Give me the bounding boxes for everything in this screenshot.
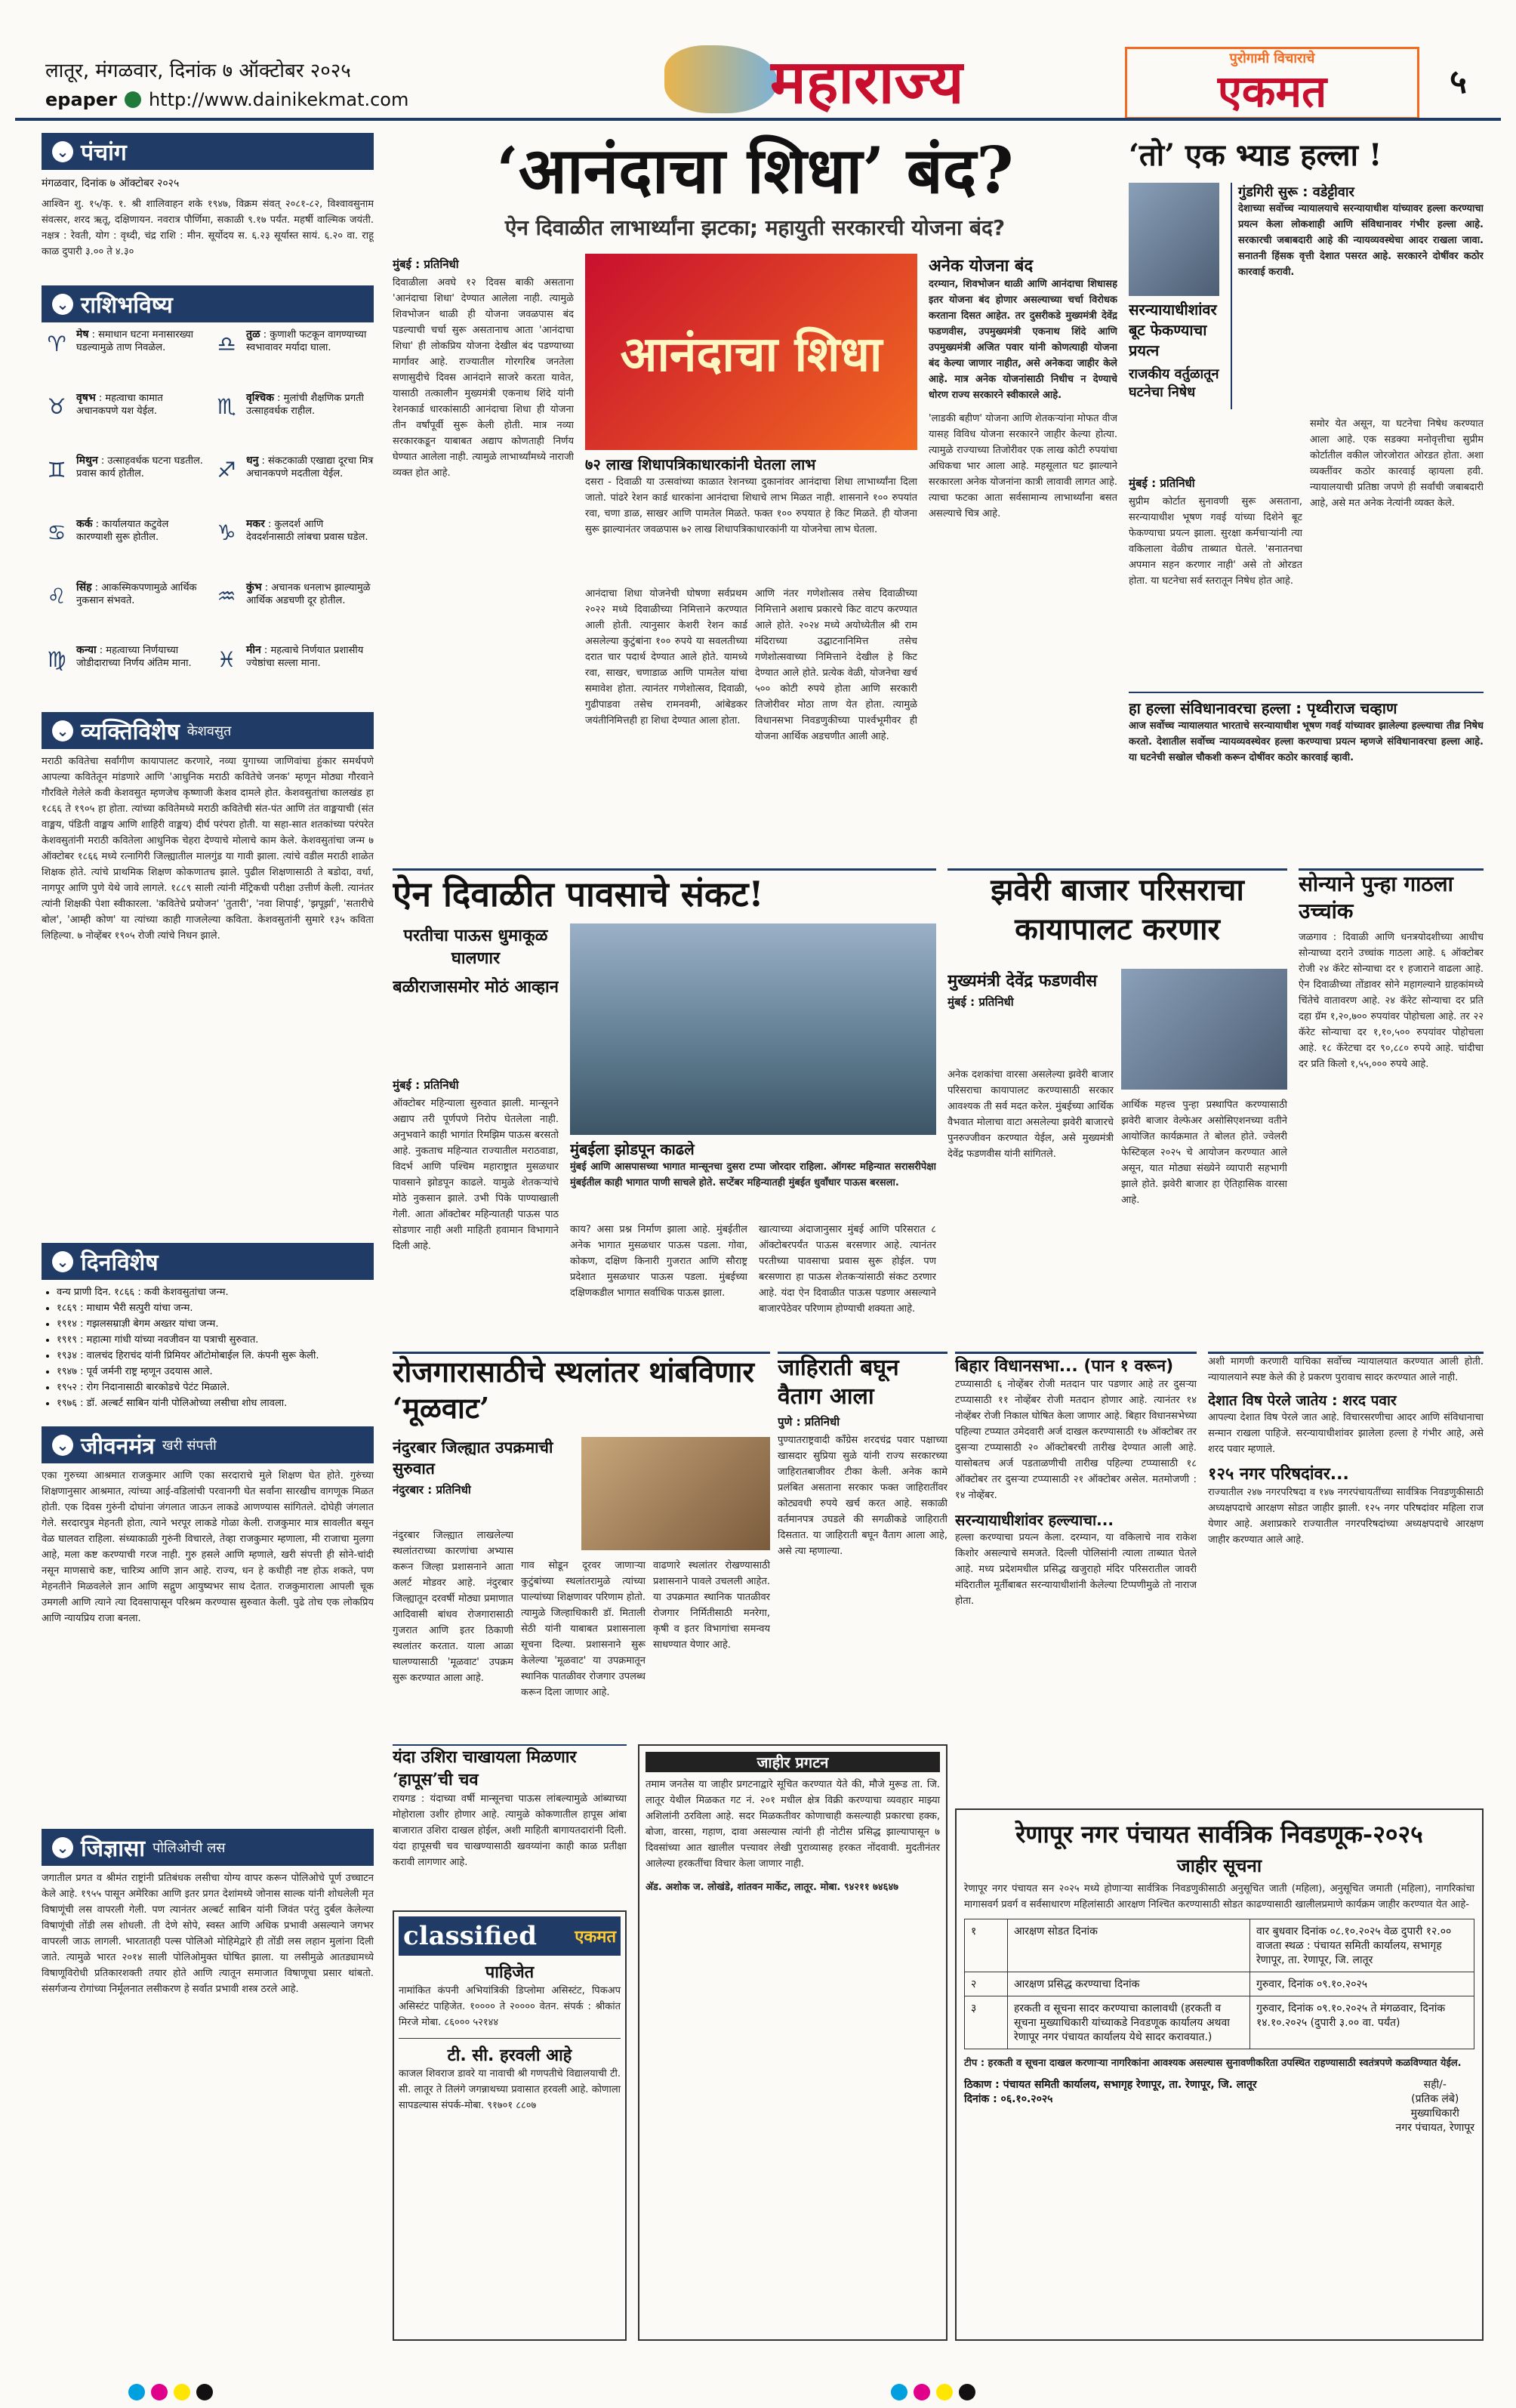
mulwat-col2 bbox=[521, 1558, 646, 1737]
byline: मुंबई : प्रतिनिधी bbox=[1129, 476, 1195, 490]
rain-col2-text: काय? असा प्रश्न निर्माण झाला आहे. मुंबईतील अनेक भागात मुसळधार पाऊस पडला. गोवा, कोकण, दक्षिण किनारी गुजरात आणि सौराष्ट्र प्रदेशात मुसळधार पाऊस पडला. मुंबईच्या दक्षिणकडील भागात सर्वाधिक पाऊस झाला. bbox=[570, 1224, 747, 1299]
rashi-item: ♋ कर्क : कार्यालयात कटुवेल कारण्याशी सुरू होतील. bbox=[42, 518, 204, 575]
mulwat-text3: वाढणारे स्थलांतर रोखण्यासाठी प्रशासनाने पावले उचलली आहेत. या उपक्रमात स्थानिक पातळीवर रोजगार निर्मितीसाठी मनरेगा, कृषी व इतर विभागांचा समन्वय साधण्यात येणार आहे. bbox=[653, 1560, 770, 1651]
bihar-headline: बिहार विधानसभा... (पान १ वरून) bbox=[955, 1357, 1174, 1376]
rain-col3-text: खात्याच्या अंदाजानुसार मुंबई आणि परिसरात ८ ऑक्टोबरपर्यंत पाऊस बरसणार आहे. त्यानंतर परतीच्या पावसाचा प्रवास सुरू होईल. पण बरसणारा हा पाऊस शेतकऱ्यांसाठी संकट ठरणार आहे. यंदा ऐन दिवाळीत पाऊस पडणार असल्याने बाजारपेठेवर परिणाम होण्याची शक्यता आहे. bbox=[759, 1224, 936, 1315]
yojana-text2: 'लाडकी बहीण' योजना आणि शेतकऱ्यांना मोफत वीज यासह विविध योजना सरकारने जाहीर केल्या होत्या. त्यामुळे राज्याच्या तिजोरीवर एक लाख कोटी रुपयांचा अधिकचा भार आला आहे. महसूलात घट झाल्याने सरकारला अनेक योजनांना कात्री लावावी लागत आहे. त्याचा फटका आता सर्वसामान्य लाभार्थ्यांना बसत असल्याचे चित्र आहे. bbox=[929, 413, 1117, 520]
list-item: • १८६९ : माधाम भैरी सत्पुरी यांचा जन्म. bbox=[57, 1300, 374, 1316]
list-item: • १९१९ : महात्मा गांधी यांच्या नवजीवन या पत्राची सुरुवात. bbox=[57, 1332, 374, 1348]
globe-icon bbox=[125, 91, 141, 108]
table-cell: १ bbox=[965, 1919, 1008, 1972]
rashi-item: ♍ कन्या : महत्वाच्या निर्णयाच्या जोडीदाराच्या निर्णय अंतिम माना. bbox=[42, 644, 204, 701]
bhyad-sub-head2: राजकीय वर्तुळातून घटनेचा निषेध bbox=[1129, 366, 1219, 400]
lead-col1-text: दिवाळीला अवघे १२ दिवस बाकी असताना 'आनंदाचा शिधा' देण्यात आलेला नाही. त्यामुळे शिवभोजन थाळी ही योजना जवळपास बंद पडल्याची चर्चा सुरू असतानाच आता 'आनंदाचा शिधा' ही लोकप्रिय योजना देखील बंद पडण्याच्या मार्गावर आहे. राज्यातील गोरगरिब जनतेला सणासुदीचे दिवस आनंदाने साजरे करता यावेत, यासाठी तत्कालीन मुख्यमंत्री एकनाथ शिंदे यांनी रेशनकार्ड धारकांसाठी आनंदाचा शिधा ही योजना तीन वर्षांपूर्वी सुरू केली होती. मात्र नव्या सरकारकडून याबाबत अद्याप कोणताही निर्णय घेण्यात आलेला नाही. त्यामुळे लाभार्थ्यांमध्ये नाराजी व्यक्त होत आहे. bbox=[393, 277, 574, 479]
section-title: महाराज्य bbox=[770, 46, 964, 117]
lead-col2 bbox=[585, 586, 747, 858]
rashi-name: मकर bbox=[246, 517, 265, 530]
bihar-text2: हल्ला करण्याचा प्रयत्न केला. दरम्यान, या वकिलाचे नाव राकेश किशोर असल्याचे समजते. दिल्ली पोलिसांनी त्याला ताब्यात घेतले आहे. मध्य प्रदेशमधील प्रसिद्ध खजुराहो मंदिर परिसरातील जावरी मंदिरातील मूर्तीबाबत सरन्यायाधीशांनी केलेल्या टिप्पणीमुळे तो नाराज होता. bbox=[955, 1532, 1197, 1607]
bhyad-col2 bbox=[1310, 416, 1484, 684]
bhyad-halla-story bbox=[1129, 133, 1484, 858]
rashi-grid bbox=[42, 328, 374, 706]
table-cell: आरक्षण सोडत दिनांक bbox=[1008, 1919, 1250, 1972]
rashi-name: धनु bbox=[246, 455, 259, 467]
rain-kicker2: बळीराजासमोर मोठं आव्हान bbox=[393, 978, 559, 997]
wadettiwar-box bbox=[1231, 183, 1484, 409]
mulwat-kicker: नंदुरबार जिल्ह्यात उपक्रमाची सुरुवात bbox=[393, 1438, 553, 1478]
sone-text: जळगाव : दिवाळी आणि धनत्रयोदशीच्या आधीच सोन्याच्या दराने उच्चांक गाठला आहे. ६ ऑक्टोबर रोजी २४ कॅरेट सोन्याचा दर १ हजाराने वाढला आहे. ऐन दिवाळीच्या तोंडावर सोने महागल्याने ग्राहकांमध्ये चिंतेचे वातावरण आहे. २४ कॅरेट सोन्याचा दर प्रति दहा ग्रॅम १,२०,७०० रुपयांवर पोहोचला आहे. तर २२ कॅरेट सोन्याचा दर १,१०,५०० रुपयांवर पोहोचला आहे. १८ कॅरेटचा दर ९०,८८० रुपये आहे. चांदीचा दर प्रति किलो १,५५,००० रुपये आहे. bbox=[1299, 932, 1484, 1070]
renapur-headline: रेणापूर नगर पंचायत सार्वत्रिक निवडणूक-२०२५ bbox=[1015, 1820, 1423, 1848]
jahir-pragatan-sign: अ‍ॅड. अशोक ज. लोखंडे, शांतवन मार्केट, लातूर. मोबा. ९४२११ ७४६४७ bbox=[646, 1882, 898, 1893]
sone-story bbox=[1299, 868, 1484, 1337]
renapur-table bbox=[964, 1919, 1474, 2049]
sharad-head2: १२५ नगर परिषदांवर... bbox=[1208, 1465, 1349, 1484]
rashi-name: मेष bbox=[76, 328, 89, 341]
rain-col1-text: ऑक्टोबर महिन्याला सुरुवात झाली. मान्सूनने अद्याप तरी पूर्णपणे निरोप घेतलेला नाही. अनुभवाने काही भागांत रिमझिम पाऊस बरसतो आहे. नुकताच महिन्यात राज्यातील मराठवाडा, विदर्भ आणि पश्चिम महाराष्ट्रात मुसळधार पावसाने झोडपून काढले. यामुळे शेतकऱ्यांचे मोठे नुकसान झाले. उभी पिके पाण्याखाली गेली. आता ऑक्टोबर महिन्यातही पाऊस पाठ सोडणार नाही अशी माहिती हवामान विभागाने दिली आहे. bbox=[393, 1098, 559, 1252]
rashi-text: उत्साहवर्धक घटना घडतील. प्रवास कार्य होतील. bbox=[76, 455, 203, 480]
lead-headline: ‘आनंदाचा शिधा’ बंद? bbox=[496, 133, 1014, 208]
registration-dot bbox=[959, 2384, 975, 2400]
rain-photo-text: मुंबई आणि आसपासच्या भागात मान्सूनचा दुसरा टप्पा जोरदार राहिला. ऑगस्ट महिन्यात सरासरीपेक्षा मुंबईतील काही भागात पाणी साचले होते. सप्टेंबर महिन्यातही मुंबईत धुवाँधार पाऊस बरसला. bbox=[570, 1161, 936, 1189]
rashi-text: महत्वाच्या निर्णयाच्या जोडीदाराच्या निर्णय अंतिम माना. bbox=[76, 645, 192, 670]
migrants-photo bbox=[581, 1437, 770, 1550]
vyakti-title: व्यक्तिविशेष bbox=[81, 719, 180, 745]
chevron-down-icon: ⌄ bbox=[52, 141, 73, 162]
rashi-text: संकटकाळी एखाद्या दूरचा मित्र अचानकपणे मदतीला येईल. bbox=[246, 455, 374, 480]
epaper-url[interactable]: http://www.dainikekmat.com bbox=[148, 89, 409, 110]
pahije-head: पाहिजेत bbox=[485, 1963, 535, 1982]
sharad-text: अशी मागणी करणारी याचिका सर्वोच्च न्यायालयात करण्यात आली होती. न्यायालयाने स्पष्ट केले की हे प्रकरण पुरावाच सादर करण्यात आले नाही. bbox=[1208, 1356, 1484, 1383]
rashi-name: सिंह bbox=[76, 581, 92, 594]
sharad-head: देशात विष पेरले जातेय : शरद पवार bbox=[1208, 1392, 1397, 1409]
ad2-head: टी. सी. हरवली आहे bbox=[399, 2038, 621, 2066]
rain-col2 bbox=[570, 1222, 747, 1337]
rashi-name: तुळ bbox=[246, 328, 260, 341]
mulwat-text1: नंदुरबार जिल्ह्यात लाखलेल्या स्थलांतराच्या कारणांचा अभ्यास करून जिल्हा प्रशासनाने आता अलर्ट मोडवर आहे. नंदुरबार जिल्ह्यातून दरवर्षी मोठ्या प्रमाणात आदिवासी बांधव रोजगारासाठी गुजरात आणि इतर ठिकाणी स्थलांतर करतात. याला आळा घालण्यासाठी 'मूळवाट' उपक्रम सुरू करण्यात आला आहे. bbox=[393, 1530, 513, 1684]
yojana-head: अनेक योजना बंद bbox=[929, 257, 1034, 276]
rashi-text: कार्यालयात कटुवेल कारण्याशी सुरू होतील. bbox=[76, 518, 169, 543]
rashi-name: वृषभ bbox=[76, 391, 96, 404]
rashi-text: समाधान घटना मनासारख्या घडल्यामुळे ताण निवळेल. bbox=[76, 329, 194, 353]
rashi-name: वृश्चिक bbox=[246, 391, 275, 404]
panchang-text: आश्विन शु. १५/कृ. १. श्री शालिवाहन शके १९४७, विक्रम संवत् २०८१-८२, विश्वावसुनाम संवत्सर, शरद ऋतू, दक्षिणायन. नवरात्र पौर्णिमा, सकाळी ९.१७ पर्यंत. महर्षी वाल्मिक जयंती. नक्षत्र : रेवती, योग : वृध्दी, चंद्र राशि : मीन. सूर्योदय स. ६.२३ सूर्यास्त सायं. ६.२० वा. राहू काळ दुपारी ३.०० ते ४.३० bbox=[42, 199, 374, 257]
sharad-text3: राज्यातील २४७ नगरपरिषदा व १४७ नगरपंचायतींच्या सार्वत्रिक निवडणुकीसाठी अध्यक्षपदाचे आरक्षण सोडत जाहीर झाली. १२५ नगर परिषदांवर महिला राज येणार आहे. अशाप्रकारे राज्यातील नगरपरिषदांच्या अध्यक्षपदाचे आरक्षण जाहीर करण्यात आले आहे. bbox=[1208, 1487, 1484, 1546]
renapur-sign3: मुख्याधिकारी bbox=[1410, 2107, 1459, 2120]
dinvishesh-list bbox=[42, 1284, 374, 1420]
lead-story bbox=[393, 133, 1117, 858]
lead-col1 bbox=[393, 254, 574, 858]
jeevanmantra-sub: खरी संपत्ती bbox=[162, 1437, 217, 1454]
rain-headline: ऐन दिवाळीत पावसाचे संकट! bbox=[393, 874, 764, 914]
jahir-pragatan bbox=[638, 1744, 948, 2341]
scorpio-icon: ♏ bbox=[217, 394, 236, 420]
rashi-item: ♌ सिंह : आकस्मिकपणामुळे आर्थिक नुकसान संभवते. bbox=[42, 581, 204, 639]
table-cell: हरकती व सूचना सादर करण्याचा कालावधी (हरकती व सूचना मुख्याधिकारी यांच्याकडे निवडणूक कार्यालय अथवा रेणापूर नगर पंचायत कार्यालय येथे सादर करावयात.) bbox=[1008, 1996, 1250, 2049]
zaveri-kicker: मुख्यमंत्री देवेंद्र फडणवीस bbox=[948, 972, 1098, 991]
chevron-down-icon: ⌄ bbox=[52, 1435, 73, 1456]
rashi-text: महत्वाचे निर्णयात प्रशासीय ज्येष्ठांचा सल्ला माना. bbox=[246, 645, 364, 670]
ad2-text: काजल शिवराज डावरे या नावाची श्री गणपतीचे विद्यालयाची टी. सी. लातूर ते तिलंगे जगन्नाथच्या प्रवासात हरवली आहे. कोणाला सापडल्यास संपर्क-मोबा. ९१७०१ ८८०७ bbox=[399, 2068, 621, 2111]
brand-box bbox=[1125, 47, 1419, 119]
renapur-sign4: नगर पंचायत, रेणापूर bbox=[1395, 2122, 1474, 2134]
chavan-text: आज सर्वोच्च न्यायालयात भारताचे सरन्यायाधीश भूषण गवई यांच्यावर झालेल्या हल्ल्याचा तीव्र निषेध करतो. देशातील सर्वोच्च न्यायव्यवस्थेवर हल्ला करण्याचा प्रयत्न म्हणजे संविधानावरचा हल्ला आहे. या घटनेची सखोल चौकशी करून दोषींवर कठोर कारवाई व्हावी. bbox=[1129, 720, 1484, 763]
vyakti-sub: केशवसुत bbox=[186, 723, 232, 739]
table-cell: आरक्षण प्रसिद्ध करण्याचा दिनांक bbox=[1008, 1972, 1250, 1996]
list-item: • १९३४ : वालचंद हिराचंद यांनी प्रिमियर ऑटोमोबाईल लि. कंपनी सुरू केली. bbox=[57, 1348, 374, 1364]
jeevanmantra-title: जीवनमंत्र bbox=[81, 1433, 155, 1460]
rashi-text: आकस्मिकपणामुळे आर्थिक नुकसान संभवते. bbox=[76, 581, 197, 606]
taurus-icon: ♉ bbox=[47, 394, 66, 420]
mulwat-headline: रोजगारासाठीचे स्थलांतर थांबविणार ‘मूळवाट’ bbox=[393, 1355, 755, 1425]
hapus-text: रायगड : यंदाच्या वर्षी मान्सूनचा पाऊस लांबल्यामुळे आंब्याच्या मोहोराला उशीर होणार आहे. त्यामुळे कोकणातील हापूस आंबा बाजारात उशिरा दाखल होईल, अशी माहिती बागायतदारांनी दिली. यंदा हापूसची चव चाखण्यासाठी खवय्यांना काही काळ प्रतीक्षा करावी लागणार आहे. bbox=[393, 1793, 627, 1868]
bhyad-subhead-box bbox=[1129, 299, 1227, 465]
rashi-name: कन्या bbox=[76, 644, 97, 657]
panchang-date: मंगळवार, दिनांक ७ ऑक्टोबर २०२५ bbox=[42, 177, 180, 190]
list-item: • १९५२ : रोग निदानासाठी बारकोडचे पेटंट मिळाले. bbox=[57, 1380, 374, 1395]
table-row bbox=[965, 1996, 1474, 2049]
sagittarius-icon: ♐ bbox=[217, 457, 236, 483]
left-column bbox=[42, 133, 374, 2391]
cji-photo bbox=[1129, 183, 1219, 296]
byline: पुणे : प्रतिनिधी bbox=[778, 1415, 840, 1429]
byline: मुंबई : प्रतिनिधी bbox=[948, 995, 1014, 1009]
capricorn-icon: ♑ bbox=[217, 520, 236, 546]
zaveri-story bbox=[948, 868, 1287, 1337]
aquarius-icon: ♒ bbox=[217, 584, 236, 609]
chevron-down-icon: ⌄ bbox=[52, 720, 73, 742]
byline: नंदुरबार : प्रतिनिधी bbox=[393, 1483, 471, 1497]
lead-col3 bbox=[755, 586, 917, 858]
bhyad-col1 bbox=[1129, 473, 1302, 684]
bhyad-text2: समोर येत असून, या घटनेचा निषेध करण्यात आला आहे. एक सडक्या मनोवृत्तीचा सुप्रीम कोर्टातील वकील जोरजोरात ओरडत होता. अशा व्यक्तींवर कठोर कारवाई व्हायला हवी. न्यायालयाची प्रतिष्ठा जपणे ही सर्वांची जबाबदारी आहे, असे मत अनेक नेत्यांनी व्यक्त केले. bbox=[1310, 418, 1484, 509]
zaveri-col2 bbox=[1121, 1097, 1287, 1337]
section-map-graphic bbox=[664, 45, 778, 113]
table-cell: गुरुवार, दिनांक ०९.१०.२०२५ ते मंगळवार, दिनांक १४.१०.२०२५ (दुपारी ३.०० वा. पर्यंत) bbox=[1250, 1996, 1474, 2049]
libra-icon: ♎ bbox=[217, 331, 236, 356]
table-cell: वार बुधवार दिनांक ०८.१०.२०२५ वेळ दुपारी १२.०० वाजता स्थळ : पंचायत समिती कार्यालय, सभागृह रेणापूर, ता. रेणापूर, जि. लातूर bbox=[1250, 1919, 1474, 1972]
leo-icon: ♌ bbox=[47, 584, 66, 609]
lead-col2-text: आनंदाचा शिधा योजनेची घोषणा सर्वप्रथम २०२२ मध्ये दिवाळीच्या निमित्ताने करण्यात आली होती. त्यानुसार केशरी रेशन कार्ड असलेल्या कुटुंबांना १०० रुपये या सवलतीच्या दरात चार पदार्थ देण्यात आले होते. यामध्ये रवा, साखर, चणाडाळ आणि पामतेल यांचा समावेश होता. त्यानंतर गणेशोत्सव, दिवाळी, गुढीपाडवा तसेच रामनवमी, आंबेडकर जयंतीनिमित्तही हा शिधा देण्यात आला होता. bbox=[585, 588, 747, 726]
vyakti-header bbox=[42, 712, 374, 749]
rain-photo-caption: मुंबईला झोडपून काढले bbox=[570, 1140, 695, 1158]
rashi-item: ♒ कुंभ : अचानक धनलाभ झाल्यामुळे आर्थिक अडचणी दूर होतील. bbox=[211, 581, 374, 639]
renapur-notice bbox=[955, 1808, 1484, 2341]
zaveri-headline: झवेरी बाजार परिसराचा कायापालट करणार bbox=[991, 872, 1244, 947]
lead-subhead: ऐन दिवाळीत लाभार्थ्यांना झटका; महायुती सरकारची योजना बंद? bbox=[504, 215, 1006, 240]
table-row bbox=[965, 1972, 1474, 1996]
rashi-text: कुलदर्श आणि देवदर्शनासाठी लांबचा प्रवास घडेल. bbox=[246, 518, 368, 543]
renapur-intro: रेणापूर नगर पंचायत सन २०२५ मध्ये होणाऱ्या सार्वत्रिक निवडणुकीसाठी अनुसूचित जाती (महिला), अनुसूचित जमाती (महिला), नागरिकांचा मागासवर्ग प्रवर्ग व सर्वसाधारण महिलांसाठी आरक्षण निश्चित करण्यासाठी सोडत काढण्यासाठी खालीलप्रमाणे कार्यक्रम जाहीर करण्यात येत आहे- bbox=[964, 1883, 1474, 1910]
chevron-down-icon: ⌄ bbox=[52, 1251, 73, 1272]
rashi-item: ♑ मकर : कुलदर्श आणि देवदर्शनासाठी लांबचा प्रवास घडेल. bbox=[211, 518, 374, 575]
rashi-name: मिथुन bbox=[76, 455, 98, 467]
aries-icon: ♈ bbox=[47, 331, 66, 356]
renapur-footer bbox=[964, 2077, 1474, 2135]
bhyad-text1: सुप्रीम कोर्टात सुनावणी सुरू असताना, सरन्यायाधीश भूषण गवई यांच्या दिशेने बूट फेकण्याचा प्रयत्न झाला. सुरक्षा कर्मचाऱ्यांनी त्या वकिलाला वेळीच ताब्यात घेतले. 'सनातनचा अपमान सहन करणार नाही' असे तो ओरडत होता. या घटनेचा सर्व स्तरातून निषेध होत आहे. bbox=[1129, 496, 1302, 587]
classified-label: classified bbox=[403, 1921, 537, 1951]
chavan-head: हा हल्ला संविधानावरचा हल्ला : पृथ्वीराज चव्हाण bbox=[1129, 699, 1397, 717]
rashi-title: राशिभविष्य bbox=[81, 292, 173, 319]
classified-section bbox=[393, 1910, 627, 2341]
bihar-text: टप्प्यासाठी ६ नोव्हेंबर रोजी मतदान पार पडणार आहे तर दुसऱ्या टप्प्यासाठी ११ नोव्हेंबर रोजी मतदान होणार आहे. त्यानंतर १४ नोव्हेंबर रोजी निकाल घोषित केला जाणार आहे. बिहार विधानसभेच्या पहिल्या टप्प्यात उमेदवारी अर्ज दाखल करण्यासाठी १७ ऑक्टोबर तर दुसऱ्या टप्प्यासाठी २० ऑक्टोबरची तारीख देण्यात आली आहे. यासोबतच अर्ज पडताळणीची तारीख पहिल्या टप्प्यासाठी १८ ऑक्टोबर तर दुसऱ्या टप्प्यासाठी २१ ऑक्टोबर असेल. मतमोजणी : १४ नोव्हेंबर. bbox=[955, 1379, 1197, 1501]
byline: मुंबई : प्रतिनिधी bbox=[393, 257, 459, 271]
zaveri-text2: आर्थिक महत्त्व पुन्हा प्रस्थापित करण्यासाठी झवेरी बाजार वेल्फेअर असोसिएशनच्या वतीने आयोजित कार्यक्रमात ते बोलत होते. ज्वेलरी फेस्टिव्हल २०२५ चे आयोजन करण्यात आले असून, यात मोठ्या संख्येने व्यापारी सहभागी झाले होते. झवेरी बाजार हा ऐतिहासिक वारसा आहे. bbox=[1121, 1099, 1287, 1206]
rain-photo-box bbox=[570, 1139, 936, 1218]
virgo-icon: ♍ bbox=[47, 646, 66, 672]
rain-col1 bbox=[393, 1075, 559, 1337]
mulwat-col1 bbox=[393, 1528, 513, 1737]
jigyasa-header bbox=[42, 1829, 374, 1866]
mulwat-text2: गाव सोडून दूरवर जाणाऱ्या कुटुंबांच्या स्थलांतरामुळे त्यांच्या पाल्यांच्या शिक्षणावर परिणाम होतो. त्यामुळे जिल्हाधिकारी डॉ. मिताली सेठी यांनी याबाबत प्रशासनाला सूचना दिल्या. प्रशासनाने सुरू केलेल्या 'मूळवाट' या उपक्रमातून स्थानिक पातळीवर रोजगार उपलब्ध करून दिला जाणार आहे. bbox=[521, 1560, 646, 1698]
rashi-item: ♉ वृषभ : महत्वाचा कामात अचानकपणे यश येईल. bbox=[42, 392, 204, 449]
hapus-headline: यंदा उशिरा चाखायला मिळणार ‘हापूस’ची चव bbox=[393, 1747, 577, 1790]
epaper-label: epaper bbox=[45, 89, 117, 110]
chevron-down-icon: ⌄ bbox=[52, 1837, 73, 1858]
graphic-caption: आनंदाचा शिधा bbox=[620, 325, 883, 383]
cancer-icon: ♋ bbox=[47, 520, 66, 546]
wadettiwar-head: गुंडगिरी सुरू : वडेट्टीवार bbox=[1238, 184, 1354, 200]
registration-dot bbox=[891, 2384, 907, 2400]
list-item: • वन्य प्राणी दिन. १८६६ : कवी केशवसुतांचा जन्म. bbox=[57, 1284, 374, 1300]
renapur-date: दिनांक : ०६.१०.२०२५ bbox=[964, 2093, 1053, 2105]
jahirati-text: पुण्यातराष्ट्रवादी काँग्रेस शरदचंद्र पवार पक्षाच्या खासदार सुप्रिया सुळे यांनी राज्य सरकारच्या जाहिरातबाजीवर टीका केली. अनेक कामे प्रलंबित असताना सरकार फक्त जाहिरातींवर कोट्यवधी रुपये खर्च करत आहे. सकाळी वर्तमानपत्र उघडले की सगळीकडे जाहिराती दिसतात. या जाहिराती बघून वैताग आला आहे, असे त्या म्हणाल्या. bbox=[778, 1435, 948, 1557]
registration-dot bbox=[151, 2384, 168, 2400]
registration-dot bbox=[196, 2384, 213, 2400]
jigyasa-title: जिज्ञासा bbox=[81, 1836, 146, 1862]
flood-photo bbox=[570, 923, 936, 1135]
rashi-name: कुंभ bbox=[246, 581, 262, 594]
jahir-pragatan-title: जाहीर प्रगटन bbox=[646, 1752, 940, 1772]
list-item: • १९७६ : डॉ. अल्बर्ट साबिन यांनी पोलिओच्या लसीचा शोध लावला. bbox=[57, 1395, 374, 1411]
ration-box bbox=[585, 454, 917, 582]
rashi-header bbox=[42, 285, 374, 322]
rashi-name: मीन bbox=[246, 644, 261, 657]
masthead-rule bbox=[15, 118, 1501, 121]
registration-dot bbox=[914, 2384, 930, 2400]
table-row bbox=[965, 1919, 1474, 1972]
vyakti-text: मराठी कवितेचा सर्वांगीण कायापालट करणारे, नव्या युगाच्या जाणिवांचा हुंकार समर्थपणे आपल्या कवितेतून मांडणारे आणि 'आधुनिक मराठी कवितेचे जनक' म्हणून मोठ्या गौरवाने गौरविले गेलेले कवी केशवसुत म्हणजेच कृष्णाजी केशव दामले होत. केशवसुतांचा कालखंड हा १८६६ ते १९०५ हा होता. त्यांच्या कवितेमध्ये मराठी कवितेची संत-पंत आणि तंत वाङ्मयाची (संत वाङ्मय, पंडिती वाङ्मय आणि शाहिरी वाङ्मय) दीर्घ परंपरा होती. या सहा-सात शतकांच्या परंपरेत केशवसुतांनी मराठी कवितेला आधुनिक चेहरा देण्याचे मोलाचे काम केले. केशवसुतांचा जन्म ७ ऑक्टोबर १८६६ मध्ये रत्नागिरी जिल्ह्यातील मालगुंड या गावी झाला. त्यांचे वडील मराठी शाळेत शिक्षक होते. त्यांचे प्राथमिक शिक्षण कोकणातच झाले. पुढील शिक्षणासाठी ते बडोदा, वर्धा, नागपूर आणि पुणे येथे जावे लागले. १८८९ साली त्यांनी मॅट्रिकची परीक्षा उत्तीर्ण केली. त्यानंतर त्यांनी शिक्षकी पेशा स्वीकारला. 'कवितेचे प्रयोजन' 'तुतारी', 'नवा शिपाई', 'झपूर्झा', 'सतारीचे बोल', 'आम्ही कोण' या त्यांच्या काही गाजलेल्या कविता. केशवसुतांनी सुमारे १३५ कविता लिहिल्या. ७ नोव्हेंबर १९०५ रोजी त्यांचे निधन झाले. bbox=[42, 756, 374, 942]
fadnavis-photo bbox=[1121, 969, 1287, 1090]
renapur-note: टीप : हरकती व सूचना दाखल करणाऱ्या नागरिकांना आवश्यक असल्यास सुनावणीकरिता उपस्थित राहण्यासाठी स्वतंत्रपणे कळविण्यात येईल. bbox=[964, 2058, 1462, 2069]
jahirati-headline: जाहिराती बघून वैताग आला bbox=[778, 1355, 899, 1410]
classified-brand: एकमत bbox=[575, 1928, 616, 1947]
masthead bbox=[0, 0, 1516, 121]
jigyasa-sub: पोलिओची लस bbox=[153, 1839, 226, 1856]
rashi-item: ♈ मेष : समाधान घटना मनासारख्या घडल्यामुळे ताण निवळेल. bbox=[42, 328, 204, 386]
rashi-text: महत्वाचा कामात अचानकपणे यश येईल. bbox=[76, 392, 163, 417]
anandacha-shidha-graphic bbox=[585, 254, 917, 450]
mulwat-col3 bbox=[653, 1558, 770, 1737]
list-item: • १९१४ : गझलसम्राज्ञी बेगम अख्तर यांचा जन्म. bbox=[57, 1316, 374, 1332]
rashi-item: ♏ वृश्चिक : मुलांची शैक्षणिक प्रगती उत्साहवर्धक राहील. bbox=[211, 392, 374, 449]
classified-banner bbox=[399, 1916, 621, 1956]
gemini-icon: ♊ bbox=[47, 457, 66, 483]
renapur-place: ठिकाण : पंचायत समिती कार्यालय, सभागृह रेणापूर, ता. रेणापूर, जि. लातूर bbox=[964, 2079, 1257, 2091]
rain-col3 bbox=[759, 1222, 936, 1337]
ration-text: दसरा - दिवाळी या उत्सवांच्या काळात रेशनच्या दुकानांवर आनंदाचा शिधा लाभार्थ्यांना दिला जातो. पांढरे रेशन कार्ड धारकांना आनंदाचा शिधाचे लाभ मिळत नाही. शासनाने १०० रुपयांत रवा, चणा डाळ, साखर आणि पामतेल मिळते. फक्त १०० रुपयात हे किट मिळते. ही योजना सुरू झाल्यानंतर जवळपास ७२ लाख शिधापत्रिकाधारकांनी या योजनेचा लाभ घेतला. bbox=[585, 476, 917, 535]
registration-dot bbox=[128, 2384, 145, 2400]
ration-head: ७२ लाख शिधापत्रिकाधारकांनी घेतला लाभ bbox=[585, 455, 816, 473]
chavan-box bbox=[1129, 692, 1484, 858]
renapur-subhead: जाहीर सूचना bbox=[1176, 1855, 1262, 1876]
rashi-item: ♐ धनु : संकटकाळी एखाद्या दूरचा मित्र अचानकपणे मदतीला येईल. bbox=[211, 455, 374, 512]
chevron-down-icon: ⌄ bbox=[52, 294, 73, 315]
epaper-line[interactable] bbox=[45, 89, 408, 110]
zaveri-col1 bbox=[948, 1067, 1114, 1337]
rashi-item: ♓ मीन : महत्वाचे निर्णयात प्रशासीय ज्येष्ठांचा सल्ला माना. bbox=[211, 644, 374, 701]
registration-dot bbox=[174, 2384, 190, 2400]
renapur-sign1: सही/- bbox=[1423, 2079, 1447, 2091]
table-cell: ३ bbox=[965, 1996, 1008, 2049]
table-cell: २ bbox=[965, 1972, 1008, 1996]
jeevanmantra-text: एका गुरुच्या आश्रमात राजकुमार आणि एका सरदाराचे मुले शिक्षण घेत होते. गुरुंच्या शिक्षणानुसार आश्रमात, त्यांच्या आई-वडिलांची परवानगी घेत सर्वांना सारखीच वागणूक मिळत होती. एक दिवस गुरुंनी दोघांना जंगलात जाऊन लाकडे आणण्यास सांगितले. दोघेही जंगलात गेले. सरदारपुत्र मेहनती होता, त्याने भरपूर लाकडे गोळा केली. राजकुमार मात्र सावलीत बसून वेळ घालवत राहिला. संध्याकाळी गुरुंनी विचारले, तेव्हा राजकुमार म्हणाला, मी राजाचा मुलगा आहे, मला कष्ट करण्याची गरज नाही. गुरु हसले आणि म्हणाले, खरी संपत्ती ही सोने-चांदी नसून माणसाचे कष्ट, चारित्र्य आणि ज्ञान आहे. राज्य, धन हे कधीही नष्ट होऊ शकते, पण मेहनतीने मिळवलेले ज्ञान आणि सद्गुण आयुष्यभर साथ देतात. राजकुमाराला आपली चूक उमगली आणि त्याने त्या दिवसापासून परिश्रम करण्यास सुरुवात केली. पुढे तोच एक लोकप्रिय आणि न्यायप्रिय राजा बनला. bbox=[42, 1470, 374, 1624]
paper-name: एकमत bbox=[1217, 66, 1327, 117]
date-line: लातूर, मंगळवार, दिनांक ७ ऑक्टोबर २०२५ bbox=[45, 60, 351, 82]
jahirati-story bbox=[778, 1352, 948, 1737]
page-number: ५ bbox=[1450, 63, 1467, 101]
mulwat-kicker-box bbox=[393, 1437, 574, 1520]
rain-story bbox=[393, 868, 936, 1337]
rain-kicker-box bbox=[393, 923, 559, 1075]
bihar-story bbox=[955, 1352, 1197, 1797]
panchang-header bbox=[42, 133, 374, 170]
bhyad-headline: ‘तो’ एक भ्याड हल्ला ! bbox=[1129, 137, 1382, 173]
jahir-pragatan-text: तमाम जनतेस या जाहीर प्रगटनाद्वारे सूचित करण्यात येते की, मौजे मुरूड ता. जि. लातूर येथील मिळकत गट नं. २०१ मधील क्षेत्र विक्री करण्याचा व्यवहार माझ्या अशिलांनी ठरविला आहे. सदर मिळकतीवर कोणाचाही कसल्याही प्रकारचा हक्क, बोजा, वारसा, गहाण, दावा असल्यास त्यांनी ही नोटीस प्रसिद्ध झाल्यापासून ७ दिवसांच्या आत खालील पत्त्यावर लेखी पुराव्यासह हरकत नोंदवावी. मुदतीनंतर आलेल्या हरकतींचा विचार केला जाणार नाही. bbox=[646, 1779, 940, 1870]
rashi-text: मुलांची शैक्षणिक प्रगती उत्साहवर्धक राहील. bbox=[246, 392, 364, 417]
wadettiwar-text: देशाच्या सर्वोच्च न्यायालयाचे सरन्यायाधीश यांच्यावर हल्ला करण्याचा प्रयत्न केला लोकशाही आणि संविधानावर गंभीर हल्ला आहे. सरकारची जबाबदारी आहे की न्यायव्यवस्थेचा आदर राखला जावा. सनातनी हिंसक वृत्ती देशात पसरत आहे. सरकारने दोषींवर कठोर कारवाई करावी. bbox=[1238, 203, 1484, 278]
yojana-text: दरम्यान, शिवभोजन थाळी आणि आनंदाचा शिधासह इतर योजना बंद होणार असल्याच्या चर्चा विरोधक करताना दिसत आहेत. तर दुसरीकडे मुख्यमंत्री देवेंद्र फडणवीस, उपमुख्यमंत्री एकनाथ शिंदे आणि उपमुख्यमंत्री अजित पवार यांनी कोणत्याही योजना बंद केल्या जाणार नाहीत, असे अनेकदा जाहीर केले आहे. मात्र अनेक योजनांसाठी निधीच न देण्याचे धोरण राज्य सरकारने स्वीकारले आहे. bbox=[929, 279, 1117, 401]
hapus-story bbox=[393, 1744, 627, 1903]
jigyasa-text: जगातील प्रगत व श्रीमंत राष्ट्रांनी प्रतिबंधक लसीचा योग्य वापर करून पोलिओचे पूर्ण उच्चाटन केले आहे. १९५५ पासून अमेरिका आणि इतर प्रगत देशांमध्ये जोनास साल्क यांनी शोधलेली मृत विषाणूंची लस वापरली गेली. पण त्यानंतर अल्बर्ट साबिन यांनी जिवंत परंतु दुर्बल केलेल्या विषाणूंची तोंडी लस शोधली. ती देणे सोपे, स्वस्त आणि अधिक प्रभावी असल्याने जगभर वापरली जाऊ लागली. भारतातही पल्स पोलिओ मोहिमेद्वारे ही तोंडी लस लहान मुलांना दिली जाते. त्यामुळे भारत २०१४ साली पोलिओमुक्त घोषित झाला. या लसीमुळे आतड्यामध्ये विषाणूविरोधी प्रतिकारशक्ती तयार होते आणि त्यातून समाजात विषाणूचा प्रसार थांबतो. संसर्गजन्य रोगांच्या निर्मूलनात लसीकरण हे सर्वात प्रभावी शस्त्र ठरले आहे. bbox=[42, 1873, 374, 1995]
dinvishesh-title: दिनविशेष bbox=[81, 1250, 159, 1276]
renapur-sign2: (प्रतिक लंबे) bbox=[1411, 2093, 1459, 2105]
sharad-text2: आपल्या देशात विष पेरले जात आहे. विचारसरणीचा आदर आणि संविधानाचा सन्मान राखला पाहिजे. सरन्यायाधीशांवर झालेला हल्ला हे गंभीर आहे, असे शरद पवार म्हणाले. bbox=[1208, 1412, 1484, 1455]
yojana-box bbox=[929, 254, 1117, 858]
sone-headline: सोन्याने पुन्हा गाठला उच्चांक bbox=[1299, 871, 1453, 923]
bihar-head2: सरन्यायाधीशांवर हल्ल्याचा... bbox=[955, 1511, 1114, 1529]
tagline: पुरोगामी विचाराचे bbox=[1229, 51, 1315, 66]
lead-col3-text: आणि नंतर गणेशोत्सव तसेच दिवाळीच्या निमित्ताने अशाच प्रकारचे किट वाटप करण्यात आले होते. २०२४ मध्ये अयोध्येतील श्री राम मंदिराच्या उद्घाटनानिमित्त तसेच गणेशोत्सवाच्या निमित्ताने देखील हे किट देण्यात आले होते. प्रत्येक वेळी, योजनेचा खर्च ५०० कोटी रुपये होता आणि सरकारी तिजोरीवर मोठा ताण येत होता. त्यामुळे विधानसभा निवडणुकीच्या पार्श्वभूमीवर ही योजना आर्थिक अडचणीत आली आहे. bbox=[755, 588, 917, 742]
rashi-item: ♊ मिथुन : उत्साहवर्धक घटना घडतील. प्रवास कार्य होतील. bbox=[42, 455, 204, 512]
rashi-item: ♎ तुळ : कुणाशी फटकून वागण्याच्या स्वभावावर मर्यादा घाला. bbox=[211, 328, 374, 386]
list-item: • १९४७ : पूर्व जर्मनी राष्ट्र म्हणून उदयास आले. bbox=[57, 1364, 374, 1380]
registration-dot bbox=[936, 2384, 953, 2400]
rain-kicker1: परतीचा पाऊस धुमाकूळ घालणार bbox=[403, 927, 548, 968]
mulwat-story bbox=[393, 1352, 770, 1737]
pahije-text: नामांकित कंपनी अभियांत्रिकी डिप्लोमा असिस्टंट, पिकअप असिस्टंट पाहिजेत. १०००० ते २०००० वेतन. संपर्क : श्रीकांत मिरजे मोबा. ८६००० ५२१४४ bbox=[399, 1985, 621, 2028]
jeevanmantra-header bbox=[42, 1426, 374, 1463]
rashi-text: अचानक धनलाभ झाल्यामुळे आर्थिक अडचणी दूर होतील. bbox=[246, 581, 371, 606]
sharad-story bbox=[1208, 1352, 1484, 1797]
bhyad-sub-head: सरन्यायाधीशांवर बूट फेकण्याचा प्रयत्न bbox=[1129, 301, 1217, 359]
dinvishesh-header bbox=[42, 1243, 374, 1280]
zaveri-kicker-box bbox=[948, 969, 1114, 1059]
rashi-text: कुणाशी फटकून वागण्याच्या स्वभावावर मर्यादा घाला. bbox=[246, 329, 367, 353]
zaveri-text1: अनेक दशकांचा वारसा असलेल्या झवेरी बाजार परिसराचा कायापालट करण्यासाठी सरकार आवश्यक ती सर्व मदत करेल. मुंबईच्या आर्थिक वैभवात मोलाचा वाटा असलेल्या झवेरी बाजारचे पुनरुज्जीवन करण्यात येईल, असे मुख्यमंत्री देवेंद्र फडणवीस यांनी सांगितले. bbox=[948, 1069, 1114, 1160]
byline: मुंबई : प्रतिनिधी bbox=[393, 1078, 459, 1092]
table-cell: गुरुवार, दिनांक ०९.१०.२०२५ bbox=[1250, 1972, 1474, 1996]
panchang-title: पंचांग bbox=[81, 140, 127, 166]
pisces-icon: ♓ bbox=[217, 646, 236, 672]
rashi-name: कर्क bbox=[76, 517, 93, 530]
